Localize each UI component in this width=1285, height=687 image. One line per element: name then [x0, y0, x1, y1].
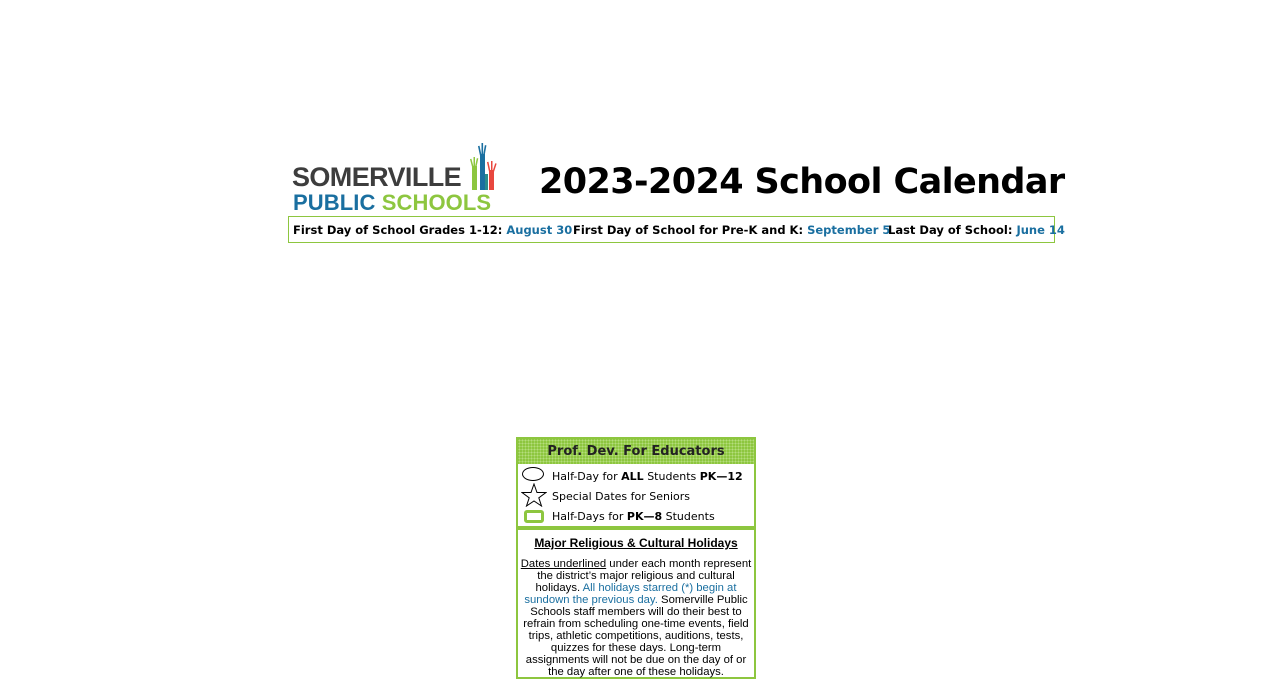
holidays-sundown-note: All holidays starred (*) begin at sundown the previous day.: [524, 582, 737, 606]
holidays-underlined-text: Dates underlined: [520, 558, 607, 570]
key-date-value: September 5: [807, 223, 891, 237]
logo-text-schools: SCHOOLS: [381, 190, 492, 215]
key-date-first-day-1-12: [293, 223, 572, 237]
legend-text: Students: [643, 469, 700, 483]
legend-row-half-day-pk8: [520, 506, 715, 526]
star-icon: [520, 486, 550, 506]
legend-row-seniors: [520, 486, 690, 506]
logo-text-public-schools: [293, 192, 491, 214]
key-date-label: Last Day of School:: [888, 223, 1013, 237]
legend-text: Students: [662, 509, 715, 523]
legend-text-bold: ALL: [621, 469, 644, 483]
holidays-text: under each month represent the district’s major religious and cultural holidays.: [535, 558, 752, 594]
legend-text: Half-Day for: [552, 469, 622, 483]
key-date-value: August 30: [506, 223, 573, 237]
raised-hands-icon: [470, 142, 500, 192]
holidays-note: [516, 528, 756, 679]
holidays-text: Somerville Public Schools staff members will do their best to refrain from scheduling one-time events, field trips, athletic competitions, auditions, tests, quizzes for these days. Long-term assignments will not be due on the day of or the day after one of these holidays.: [523, 594, 749, 678]
key-date-last-day: [888, 223, 1065, 237]
holidays-paragraph: [518, 558, 754, 678]
calendar-legend: [516, 437, 756, 528]
holidays-title: Major Religious & Cultural Holidays: [534, 536, 738, 550]
key-date-label: First Day of School for Pre-K and K:: [573, 223, 804, 237]
logo-text-somerville: SOMERVILLE: [292, 162, 462, 192]
legend-row-label: Special Dates for Seniors: [552, 489, 691, 503]
legend-text: Half-Days for: [552, 509, 627, 523]
green-box-icon: [520, 506, 550, 526]
legend-text-bold: PK—12: [699, 469, 743, 483]
legend-row-label: [552, 510, 715, 523]
legend-row-label: [552, 470, 743, 483]
legend-row-half-day-all: [520, 466, 743, 486]
key-date-value: June 14: [1016, 223, 1065, 237]
somerville-logo: [292, 142, 502, 216]
logo-text-public: PUBLIC: [293, 190, 376, 215]
legend-text-bold: PK—8: [626, 509, 663, 523]
key-dates-bar: [288, 216, 1065, 243]
legend-header-prof-dev: Prof. Dev. For Educators: [518, 439, 754, 464]
key-date-first-day-prek-k: [573, 223, 890, 237]
page-title: 2023-2024 School Calendar: [539, 162, 1065, 202]
key-date-label: First Day of School Grades 1-12:: [293, 223, 503, 237]
